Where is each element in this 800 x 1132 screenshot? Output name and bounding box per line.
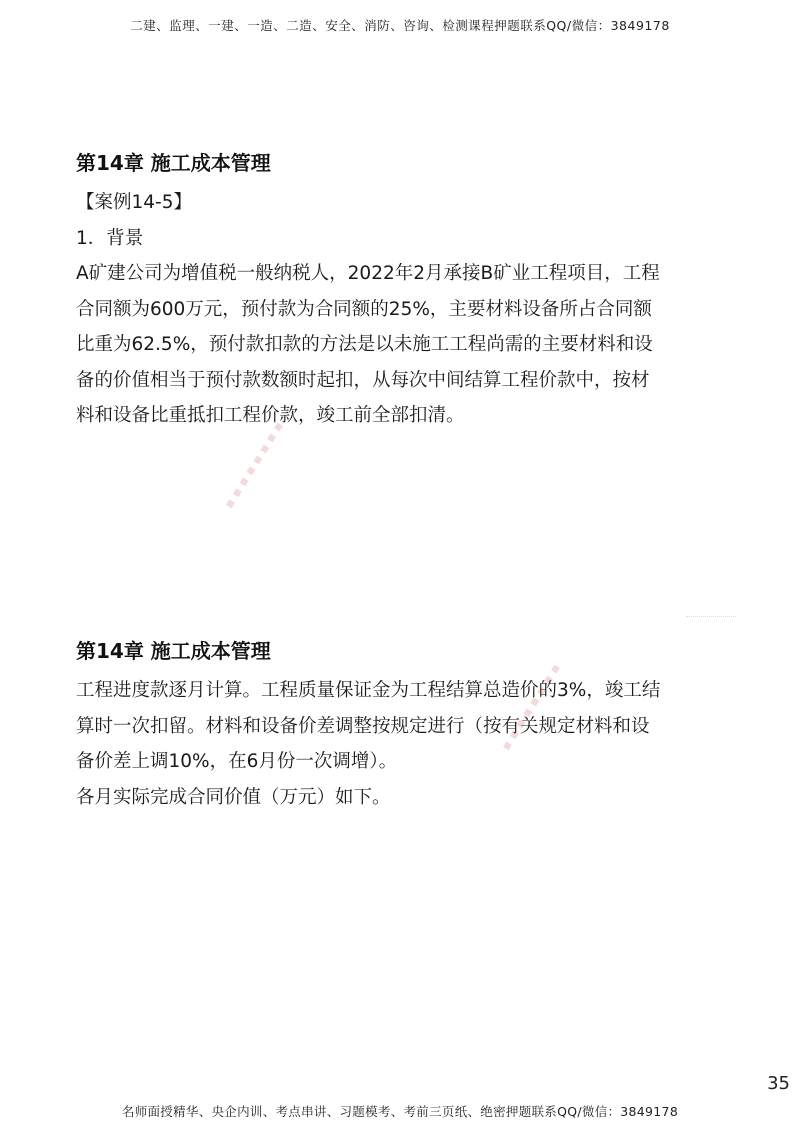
chapter-title: 第14章 施工成本管理 <box>76 151 271 175</box>
paragraph-line: 料和设备比重抵扣工程价款，竣工前全部扣清。 <box>76 405 465 426</box>
paragraph-line: 各月实际完成合同价值（万元）如下。 <box>76 786 391 808</box>
sub-heading-background: 1．背景 <box>76 227 144 249</box>
paragraph-line: 工程进度款逐月计算。工程质量保证金为工程结算总造价的3%，竣工结 <box>76 680 661 701</box>
content-section-1 <box>76 148 716 434</box>
watermark: ▪ ▪ ▪ ▪ ▪ ▪ ▪ ▪ <box>498 661 565 754</box>
paragraph-line: 合同额为600万元，预付款为合同额的25%，主要材料设备所占合同额 <box>76 298 652 320</box>
case-label: 【案例14-5】 <box>76 192 192 213</box>
header-banner: 二建、监理、一建、一造、二造、安全、消防、咨询、检测课程押题联系QQ/微信：3849178 <box>130 18 670 33</box>
content-section-2 <box>76 636 716 815</box>
footer-banner: 名师面授精华、央企内训、考点串讲、习题模考、考前三页纸、绝密押题联系QQ/微信：3849178 <box>121 1104 679 1119</box>
paragraph-line: 算时一次扣留。材料和设备价差调整按规定进行（按有关规定材料和设 <box>76 715 650 737</box>
page-number: 35 <box>767 1073 790 1094</box>
paragraph-line: A矿建公司为增值税一般纳税人，2022年2月承接B矿业工程项目，工程 <box>76 263 660 284</box>
paragraph-line: 比重为62.5%，预付款扣款的方法是以未施工工程尚需的主要材料和设 <box>76 334 653 355</box>
scan-mark <box>686 616 736 623</box>
paragraph-line: 备价差上调10%，在6月份一次调增）。 <box>76 751 398 772</box>
chapter-title: 第14章 施工成本管理 <box>76 639 271 663</box>
paragraph-line: 备的价值相当于预付款数额时起扣，从每次中间结算工程价款中，按材 <box>76 369 650 391</box>
watermark: ▪ ▪ ▪ ▪ ▪ ▪ ▪ ▪ <box>221 419 288 512</box>
